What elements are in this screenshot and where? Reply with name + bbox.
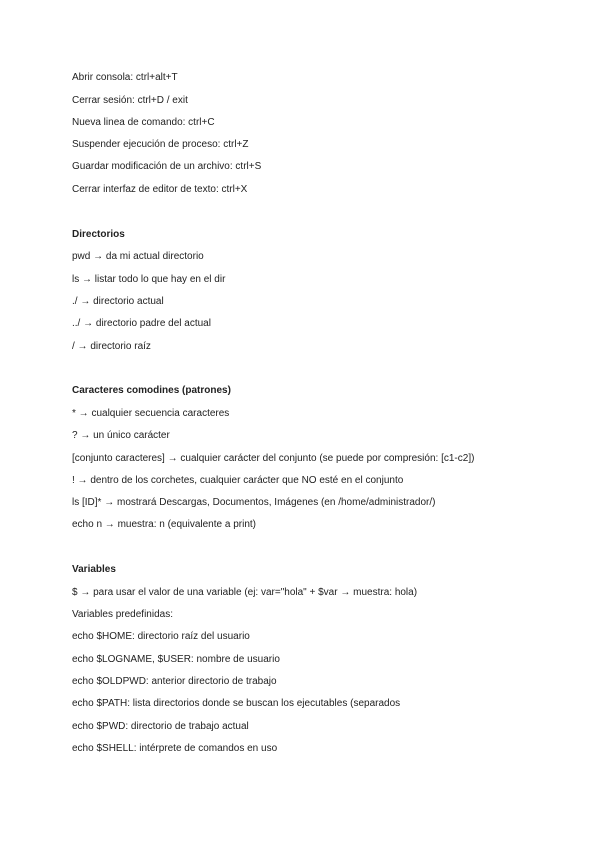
variable-line: echo $PATH: lista directorios donde se buscan los ejecutables (separados: [72, 698, 401, 709]
shortcut-line: Cerrar sesión: ctrl+D / exit: [72, 95, 188, 106]
shortcut-line: Suspender ejecución de proceso: ctrl+Z: [72, 139, 249, 150]
comodin-line: ? → un único carácter: [72, 430, 170, 441]
variable-line: echo $OLDPWD: anterior directorio de trabajo: [72, 676, 277, 687]
shortcut-line: Guardar modificación de un archivo: ctrl+S: [72, 161, 262, 172]
comodin-line: ! → dentro de los corchetes, cualquier carácter que NO esté en el conjunto: [72, 475, 404, 486]
comodin-line: * → cualquier secuencia caracteres: [72, 408, 230, 419]
shortcut-line: Nueva linea de comando: ctrl+C: [72, 117, 215, 128]
variables-intro: $ → para usar el valor de una variable (ej: var="hola" + $var → muestra: hola): [72, 587, 418, 598]
comodin-line: echo n → muestra: n (equivalente a print): [72, 519, 256, 530]
section-heading-variables: Variables: [72, 564, 116, 575]
shortcut-line: Cerrar interfaz de editor de texto: ctrl+X: [72, 184, 248, 195]
comodin-line: [conjunto caracteres] → cualquier carácter del conjunto (se puede por compresión: [c1-c2]): [72, 453, 475, 464]
section-heading-directorios: Directorios: [72, 229, 125, 240]
variable-line: echo $PWD: directorio de trabajo actual: [72, 721, 249, 732]
variable-line: echo $LOGNAME, $USER: nombre de usuario: [72, 654, 280, 665]
comodin-line: ls [ID]* → mostrará Descargas, Documentos, Imágenes (en /home/administrador/): [72, 497, 436, 508]
directorio-line: ls → listar todo lo que hay en el dir: [72, 274, 226, 285]
variables-predefined-label: Variables predefinidas:: [72, 609, 173, 620]
variable-line: echo $SHELL: intérprete de comandos en uso: [72, 743, 278, 754]
directorio-line: ../ → directorio padre del actual: [72, 318, 211, 329]
directorio-line: pwd → da mi actual directorio: [72, 251, 204, 262]
variable-line: echo $HOME: directorio raíz del usuario: [72, 631, 250, 642]
directorio-line: ./ → directorio actual: [72, 296, 164, 307]
directorio-line: / → directorio raíz: [72, 341, 151, 352]
section-heading-comodines: Caracteres comodines (patrones): [72, 385, 231, 396]
shortcut-line: Abrir consola: ctrl+alt+T: [72, 72, 178, 83]
